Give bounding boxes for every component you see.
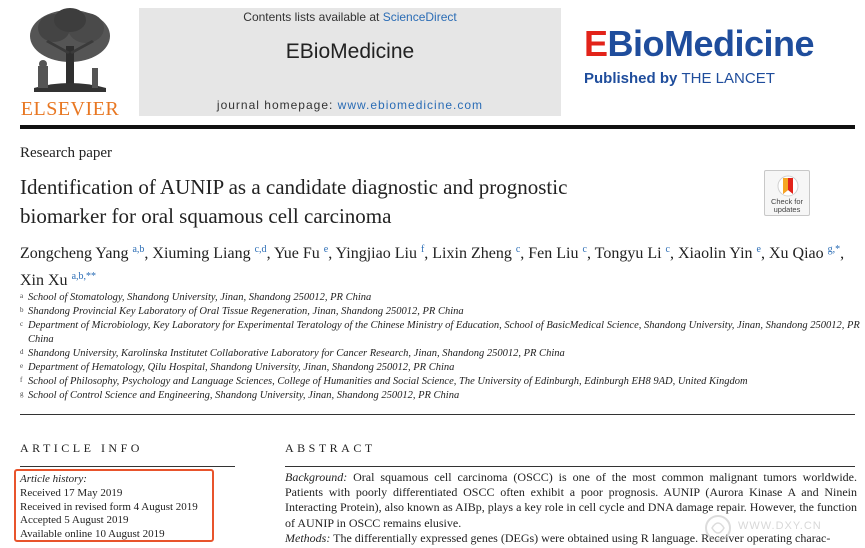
bookmark-icon: [777, 175, 799, 197]
abstract-heading: ABSTRACT: [285, 441, 376, 455]
author-name[interactable]: Yingjiao Liu: [335, 245, 421, 262]
affiliation-text: Department of Hematology, Qilu Hospital, Shandong University, Jinan, Shandong 250012, PR China: [28, 362, 455, 373]
date-online: Available online 10 August 2019: [20, 528, 165, 541]
affiliation-key: a: [20, 292, 24, 300]
brand-publisher-line: Published by THE LANCET: [584, 70, 775, 87]
author-separator: ,: [586, 245, 595, 262]
article-title: Identification of AUNIP as a candidate diagnostic and prognostic biomarker for oral squamous cell carcinoma: [20, 175, 568, 228]
abstract-rule: [285, 466, 855, 467]
author-affiliation-marker[interactable]: e: [756, 244, 761, 255]
affiliation-text: Shandong Provincial Key Laboratory of Oral Tissue Regeneration, Jinan, Shandong 250012, PR China: [28, 306, 464, 317]
affiliation-text: School of Stomatology, Shandong University, Jinan, Shandong 250012, PR China: [28, 292, 372, 303]
affiliation-list: [20, 291, 860, 403]
elsevier-tree-icon: [24, 6, 116, 96]
affiliation-text: Shandong University, Karolinska Institutet Collaborative Laboratory for Cancer Research, Jinan, Shandong 250012, PR China: [28, 348, 565, 359]
elsevier-wordmark: ELSEVIER: [20, 98, 120, 120]
watermark-logo-icon: [702, 512, 734, 544]
author-affiliation-marker[interactable]: c: [665, 244, 670, 255]
history-label: Article history:: [20, 473, 87, 485]
section-divider: [20, 414, 855, 415]
homepage-line: journal homepage: www.ebiomedicine.com: [216, 98, 484, 112]
author-name[interactable]: Zongcheng Yang: [20, 245, 133, 262]
affiliation-item: [20, 361, 860, 375]
article-info-rule: [20, 466, 235, 467]
author-name[interactable]: Xin Xu: [20, 272, 72, 289]
author-affiliation-marker[interactable]: g,*: [827, 244, 841, 255]
date-received: Received 17 May 2019: [20, 486, 123, 499]
affiliation-item: [20, 319, 860, 347]
affiliation-key: e: [20, 362, 24, 370]
author-affiliation-marker[interactable]: c: [582, 244, 587, 255]
author-separator: ,: [760, 245, 769, 262]
author-name[interactable]: Xu Qiao: [768, 245, 828, 262]
brand-name: EBioMedicine: [584, 23, 815, 64]
article-history: [20, 473, 198, 542]
elsevier-logo[interactable]: [18, 6, 122, 120]
check-for-updates-button[interactable]: Check for updates: [764, 170, 810, 216]
affiliation-key: c: [20, 320, 24, 328]
author-affiliation-marker[interactable]: e: [323, 244, 329, 255]
affiliation-text: School of Control Science and Engineering, Shandong University, Jinan, Shandong 250012, PR China: [28, 390, 460, 401]
author-affiliation-marker[interactable]: c,d: [254, 244, 267, 255]
author-separator: ,: [670, 245, 678, 262]
homepage-link[interactable]: www.ebiomedicine.com: [337, 98, 484, 112]
author-affiliation-marker[interactable]: c: [515, 244, 521, 255]
article-info-heading: ARTICLE INFO: [20, 441, 143, 455]
affiliation-key: g: [20, 390, 24, 398]
affiliation-item: [20, 389, 860, 403]
article-type: Research paper: [20, 145, 113, 161]
journal-name: EBioMedicine: [285, 40, 415, 63]
author-separator: ,: [840, 245, 845, 262]
affiliation-key: b: [20, 306, 24, 314]
author-affiliation-marker[interactable]: a,b,**: [71, 271, 97, 282]
abstract-background: Background: Oral squamous cell carcinoma (OSCC) is one of the most common malignant tumors worldwide. Patients with poorly differentiated OSCC often exhibit a poor prognosis. AUNIP (Aurora Kinase A and Ninein Interacting Protein), also known as AIBp, plays a key role in cell cycle and DNA damage repair. However, the function of AUNIP in OSCC remains elusive.: [285, 470, 857, 530]
affiliation-text: Department of Microbiology, Key Laboratory for Experimental Teratology of the Chinese Ministry of Education, School of BasicMedical Science, Shandong University, Jinan, Shandong 250012, PR China: [28, 320, 860, 345]
affiliation-item: [20, 375, 860, 389]
author-affiliation-marker[interactable]: f: [420, 244, 425, 255]
author-separator: ,: [520, 245, 529, 262]
author-separator: ,: [266, 245, 274, 262]
author-name[interactable]: Yue Fu: [273, 245, 324, 262]
affiliation-item: [20, 347, 860, 361]
watermark: [702, 512, 852, 544]
ebiomedicine-brand-logo[interactable]: [584, 24, 854, 87]
header-divider: [20, 125, 855, 129]
watermark-text: WWW.DXY.CN: [738, 520, 822, 532]
author-separator: ,: [144, 245, 153, 262]
affiliation-item: [20, 305, 860, 319]
date-accepted: Accepted 5 August 2019: [20, 514, 129, 527]
author-list: [20, 238, 860, 292]
author-affiliation-marker[interactable]: a,b: [132, 244, 145, 255]
author-separator: ,: [328, 245, 336, 262]
journal-info-box: [139, 8, 561, 116]
author-name[interactable]: Fen Liu: [528, 245, 583, 262]
affiliation-key: d: [20, 348, 24, 356]
date-revised: Received in revised form 4 August 2019: [20, 500, 198, 513]
author-name[interactable]: Xiuming Liang: [152, 245, 255, 262]
author-name[interactable]: Xiaolin Yin: [678, 245, 757, 262]
affiliation-key: f: [20, 376, 23, 384]
contents-line: Contents lists available at ScienceDirect: [243, 10, 457, 24]
author-name[interactable]: Lixin Zheng: [432, 245, 516, 262]
sciencedirect-link[interactable]: ScienceDirect: [382, 10, 457, 24]
author-name[interactable]: Tongyu Li: [594, 245, 666, 262]
affiliation-text: School of Philosophy, Psychology and Language Sciences, College of Humanities and Social Science, The University of Edinburgh, Edinburgh EH8 9AD, United Kingdom: [28, 376, 748, 387]
author-separator: ,: [424, 245, 433, 262]
affiliation-item: [20, 291, 860, 305]
abstract-methods: Methods: The differentially expressed genes (DEGs) were obtained using R language. Receiver operating charac-: [285, 530, 831, 545]
